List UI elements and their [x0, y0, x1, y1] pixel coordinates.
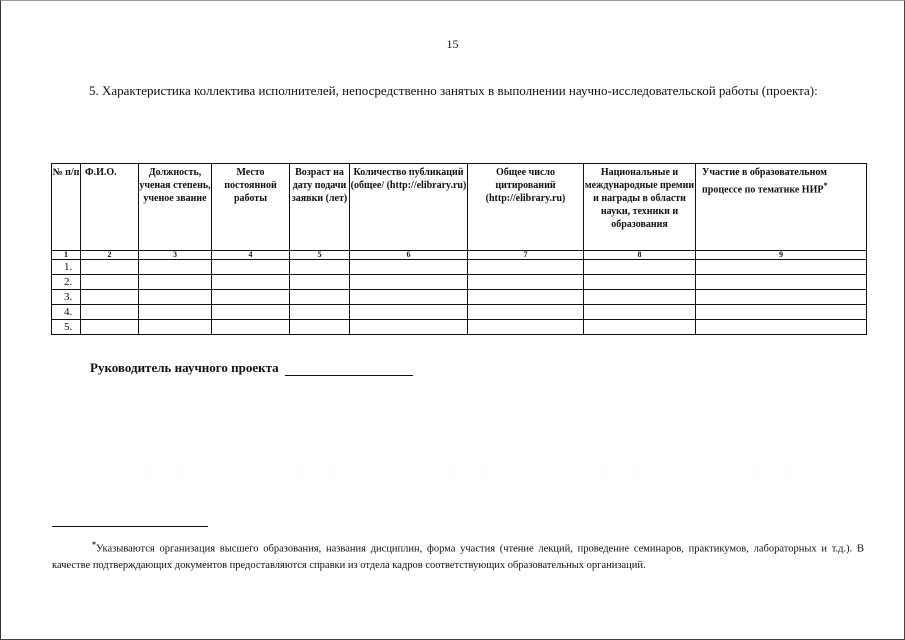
table-cell[interactable] — [81, 305, 139, 320]
table-cell[interactable] — [350, 260, 468, 275]
table-cell[interactable] — [212, 260, 290, 275]
table-cell[interactable] — [696, 275, 867, 290]
col-header-education-text: Участие в образовательном процессе по тематике НИР — [702, 167, 827, 196]
footnote — [52, 537, 864, 574]
column-number: 9 — [696, 251, 867, 260]
table-row — [52, 290, 867, 305]
col-header-education — [696, 164, 867, 251]
table-cell[interactable] — [290, 275, 350, 290]
table-cell[interactable] — [350, 290, 468, 305]
table-cell[interactable] — [139, 305, 212, 320]
row-number: 2. — [52, 275, 81, 290]
table-cell[interactable] — [584, 320, 696, 335]
col-header-position: Должность, ученая степень, ученое звание — [139, 164, 212, 251]
table-cell[interactable] — [81, 290, 139, 305]
column-number: 1 — [52, 251, 81, 260]
column-number: 3 — [139, 251, 212, 260]
table-cell[interactable] — [584, 260, 696, 275]
table-cell[interactable] — [290, 305, 350, 320]
table-row — [52, 320, 867, 335]
table-cell[interactable] — [81, 320, 139, 335]
column-number: 8 — [584, 251, 696, 260]
table-cell[interactable] — [584, 305, 696, 320]
table-cell[interactable] — [584, 275, 696, 290]
table-cell[interactable] — [212, 320, 290, 335]
row-number: 1. — [52, 260, 81, 275]
table-cell[interactable] — [696, 260, 867, 275]
table-row — [52, 260, 867, 275]
row-number: 5. — [52, 320, 81, 335]
table-cell[interactable] — [212, 290, 290, 305]
column-number: 4 — [212, 251, 290, 260]
table-cell[interactable] — [584, 290, 696, 305]
footnote-marker-ref: * — [823, 181, 828, 190]
footnote-marker: * — [92, 540, 96, 549]
page-number: 15 — [446, 37, 459, 51]
table-cell[interactable] — [139, 260, 212, 275]
table-cell[interactable] — [468, 290, 584, 305]
row-number: 3. — [52, 290, 81, 305]
signature-line[interactable] — [285, 362, 413, 376]
table-cell[interactable] — [350, 275, 468, 290]
table-cell[interactable] — [290, 290, 350, 305]
col-header-name: Ф.И.О. — [81, 164, 139, 251]
table-cell[interactable] — [696, 290, 867, 305]
col-header-citations: Общее число цитирований (http://elibrary.ru) — [468, 164, 584, 251]
column-number: 5 — [290, 251, 350, 260]
section-heading: 5. Характеристика коллектива исполнителей, непосредственно занятых в выполнении научно-исследовательской работы (проекта): — [89, 83, 818, 98]
table-cell[interactable] — [350, 305, 468, 320]
table-cell[interactable] — [468, 305, 584, 320]
col-header-publications: Количество публикаций (общее/ (http://elibrary.ru) — [350, 164, 468, 251]
col-header-awards: Национальные и международные премии и награды в области науки, техники и образования — [584, 164, 696, 251]
staff-table — [51, 163, 867, 335]
footnote-rule — [52, 526, 208, 527]
col-header-number: № п/п — [52, 164, 81, 251]
table-cell[interactable] — [139, 320, 212, 335]
table-cell[interactable] — [139, 275, 212, 290]
signature-label: Руководитель научного проекта — [90, 360, 279, 375]
table-cell[interactable] — [81, 260, 139, 275]
table-cell[interactable] — [212, 275, 290, 290]
footnote-text: Указываются организация высшего образования, названия дисциплин, форма участия (чтение лекций, проведение семинаров, практикумов, лабораторных и т.д.). В качестве подтверждающих документов предоставляются справки из отдела кадров соответствующих образовательных организаций. — [52, 543, 864, 571]
scan-artifact — [50, 470, 860, 474]
table-cell[interactable] — [696, 305, 867, 320]
table-cell[interactable] — [696, 320, 867, 335]
column-number-row — [52, 251, 867, 260]
header-row — [52, 164, 867, 251]
table-cell[interactable] — [212, 305, 290, 320]
col-header-workplace: Место постоянной работы — [212, 164, 290, 251]
col-header-age: Возраст на дату подачи заявки (лет) — [290, 164, 350, 251]
table-cell[interactable] — [81, 275, 139, 290]
table-cell[interactable] — [290, 320, 350, 335]
table-cell[interactable] — [350, 320, 468, 335]
table-cell[interactable] — [468, 260, 584, 275]
table-cell[interactable] — [290, 260, 350, 275]
table-cell[interactable] — [468, 320, 584, 335]
column-number: 6 — [350, 251, 468, 260]
table-row — [52, 275, 867, 290]
column-number: 2 — [81, 251, 139, 260]
signature-block — [90, 360, 413, 376]
column-number: 7 — [468, 251, 584, 260]
table-cell[interactable] — [468, 275, 584, 290]
row-number: 4. — [52, 305, 81, 320]
table-row — [52, 305, 867, 320]
table-cell[interactable] — [139, 290, 212, 305]
